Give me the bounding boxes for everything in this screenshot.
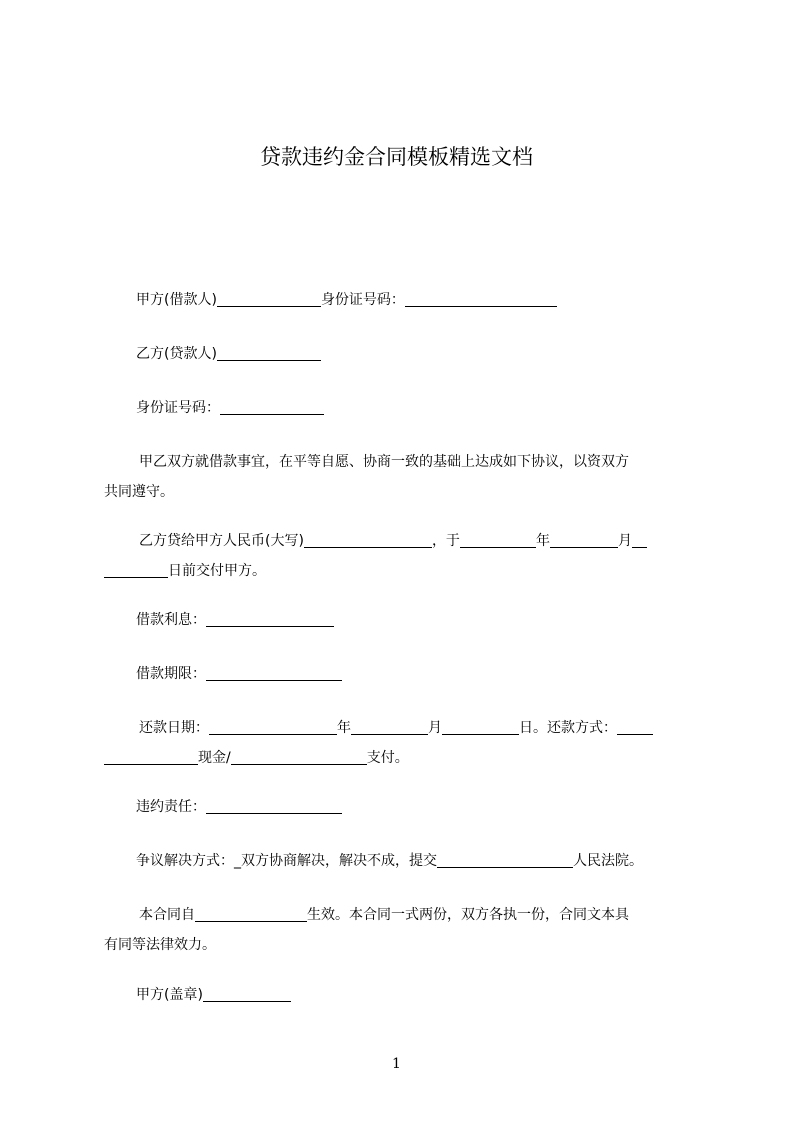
term-line	[104, 659, 704, 689]
repay-year-blank[interactable]	[209, 718, 337, 735]
page-number: 1	[392, 1056, 401, 1072]
seal-blank[interactable]	[203, 985, 291, 1002]
repay-method-blank-start[interactable]	[617, 718, 653, 735]
borrower-name-blank[interactable]	[217, 290, 321, 307]
payment-channel-blank[interactable]	[231, 748, 367, 765]
pay-label: 支付。	[366, 750, 409, 766]
lender-id-line	[104, 393, 704, 423]
borrower-label: 甲方(借款人)	[136, 292, 217, 308]
repay-month-blank[interactable]	[351, 718, 428, 735]
loan-month-blank[interactable]	[550, 531, 618, 548]
lender-label: 乙方(贷款人)	[136, 346, 217, 362]
loan-prefix: 乙方贷给甲方人民币(大写)	[139, 533, 304, 549]
effect-rest: 生效。本合同一式两份，双方各执一份，合同文本具	[307, 907, 629, 923]
loan-year-blank[interactable]	[460, 531, 536, 548]
loan-paragraph	[104, 526, 704, 586]
loan-year-label: 年	[535, 533, 550, 549]
agreement-line-2: 共同遵守。	[104, 484, 174, 500]
liability-blank[interactable]	[206, 797, 342, 814]
loan-month-label: 月	[617, 533, 632, 549]
repay-date-label: 还款日期：	[139, 720, 209, 736]
loan-at: ，于	[431, 533, 460, 549]
agreement-line-1: 甲乙双方就借款事宜，在平等自愿、协商一致的基础上达成如下协议，以资双方	[139, 454, 629, 470]
lender-id-label: 身份证号码：	[136, 400, 220, 416]
loan-day-blank-end[interactable]	[104, 561, 168, 578]
court-blank[interactable]	[437, 851, 573, 868]
repay-year-label: 年	[337, 720, 351, 736]
liability-label: 违约责任：	[136, 799, 206, 815]
loan-day-blank-start[interactable]	[632, 531, 647, 548]
loan-delivery: 日前交付甲方。	[168, 563, 266, 579]
interest-blank[interactable]	[206, 610, 334, 627]
term-blank[interactable]	[206, 664, 342, 681]
agreement-paragraph	[104, 447, 704, 507]
lender-name-blank[interactable]	[217, 344, 321, 361]
liability-line	[104, 792, 704, 822]
effect-line-2: 有同等法律效力。	[104, 937, 216, 953]
borrower-line	[104, 285, 704, 315]
term-label: 借款期限：	[136, 666, 206, 682]
document-title: 贷款违约金合同模板精选文档	[260, 145, 533, 169]
borrower-id-label: 身份证号码：	[320, 292, 405, 308]
repay-day-method: 日。还款方式：	[519, 720, 617, 736]
effect-paragraph	[104, 900, 704, 960]
court-label: 人民法院。	[573, 853, 643, 869]
borrower-id-blank[interactable]	[405, 290, 557, 307]
interest-line	[104, 605, 704, 635]
repayment-paragraph	[104, 713, 704, 773]
dispute-label: 争议解决方式：_双方协商解决，解决不成，提交	[136, 853, 437, 869]
lender-line	[104, 339, 704, 369]
dispute-line	[104, 846, 704, 876]
repay-month-label: 月	[428, 720, 442, 736]
effect-prefix: 本合同自	[139, 907, 195, 923]
repay-day-blank[interactable]	[442, 718, 519, 735]
seal-label: 甲方(盖章)	[136, 987, 203, 1003]
repay-method-blank-end[interactable]	[104, 748, 198, 765]
cash-label: 现金/	[198, 750, 231, 766]
effect-date-blank[interactable]	[195, 905, 307, 922]
interest-label: 借款利息：	[136, 612, 206, 628]
loan-amount-blank[interactable]	[304, 531, 432, 548]
seal-line	[104, 980, 704, 1010]
lender-id-blank[interactable]	[220, 398, 324, 415]
